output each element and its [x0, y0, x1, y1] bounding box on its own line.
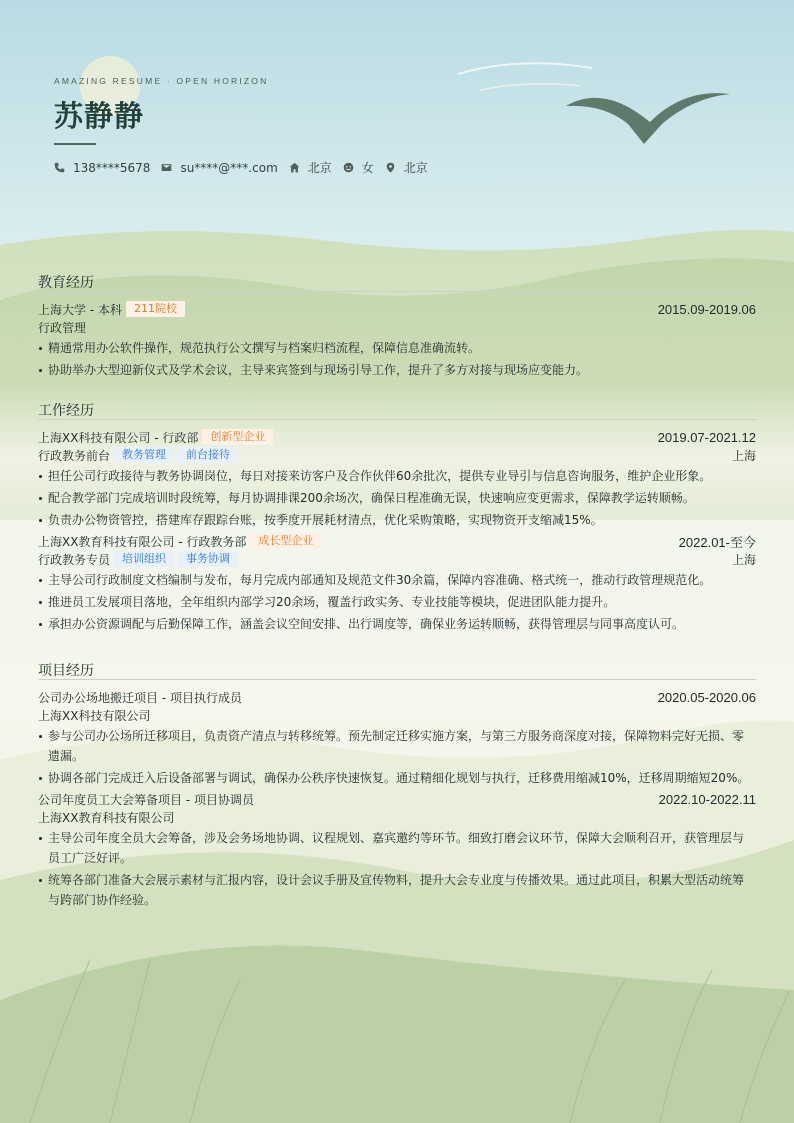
resume-eyebrow: AMAZING RESUME · OPEN HORIZON: [54, 76, 269, 86]
gender-icon: [343, 162, 354, 173]
contact-email: [161, 161, 277, 175]
education-major-row: [38, 318, 756, 336]
job-position: 行政教务专员: [38, 552, 111, 567]
contact-info: [54, 159, 439, 176]
job-bullet: 配合教学部门完成培训时段统筹，每月协调排课200余场次，确保日程准确无误，快速响应变更需求，保障教学运转顺畅。: [38, 488, 756, 508]
job-bullet: 主导公司行政制度文档编制与发布，每月完成内部通知及规范文件30余篇，保障内容准确、格式统一，推动行政管理规范化。: [38, 570, 756, 590]
education-section: [38, 272, 756, 382]
position-tag: 培训组织: [114, 551, 174, 567]
phone-icon: [54, 162, 65, 173]
education-date: 2015.09-2019.06: [657, 301, 756, 317]
job-bullet: 承担办公资源调配与后勤保障工作，涵盖会议空间安排、出行调度等，确保业务运转顺畅，获得管理层与同事高度认可。: [38, 614, 756, 634]
project-bullets: [38, 828, 756, 910]
contact-email-text: su****@***.com: [180, 160, 278, 175]
name-underline: [54, 143, 96, 145]
bird-icon: [564, 84, 732, 148]
project-header-row: [38, 688, 756, 706]
project-org: 上海XX教育科技有限公司: [38, 810, 175, 825]
project-date: 2022.10-2022.11: [658, 791, 756, 807]
project-header-row: [38, 790, 756, 808]
project-name: 公司办公场地搬迁项目 - 项目执行成员: [38, 690, 242, 705]
contact-gender-text: 女: [361, 161, 374, 175]
projects-section: [38, 660, 756, 912]
job-city: 上海: [731, 552, 756, 567]
job-position-row: [38, 550, 756, 568]
contact-hometown-text: 北京: [307, 161, 332, 175]
home-icon: [289, 162, 300, 173]
education-bullet: 精通常用办公软件操作，规范执行公文撰写与档案归档流程，保障信息准确流转。: [38, 338, 756, 358]
project-org-row: [38, 808, 756, 826]
contact-phone-text: 138****5678: [73, 160, 151, 175]
contact-gender: [343, 159, 374, 176]
job-date: 2019.07-2021.12: [657, 429, 756, 445]
project-date: 2020.05-2020.06: [657, 689, 756, 705]
job-city: 上海: [731, 448, 756, 463]
school-tag: 211院校: [126, 301, 185, 317]
job-company: 上海XX科技有限公司 - 行政部: [38, 430, 199, 445]
work-section: [38, 400, 756, 636]
job-entry: [38, 532, 756, 634]
project-bullet: 统筹各部门准备大会展示素材与汇报内容，设计会议手册及宣传物料，提升大会专业度与传播效果。通过此项目，积累大型活动统筹与跨部门协作经验。: [38, 870, 756, 910]
company-tag: 成长型企业: [250, 533, 321, 549]
education-header-row: [38, 300, 756, 318]
job-date: 2022.01-至今: [678, 534, 756, 550]
job-header-row: [38, 428, 756, 446]
education-bullet: 协助举办大型迎新仪式及学术会议，主导来宾签到与现场引导工作，提升了多方对接与现场应变能力。: [38, 360, 756, 380]
mail-icon: [161, 162, 172, 173]
job-position: 行政教务前台: [38, 448, 111, 463]
project-bullet: 协调各部门完成迁入后设备部署与调试，确保办公秩序快速恢复。通过精细化规划与执行，迁移费用缩减10%，迁移周期缩短20%。: [38, 768, 756, 788]
project-bullets: [38, 726, 756, 788]
contact-phone: [54, 161, 150, 175]
project-entry: [38, 790, 756, 910]
contact-location: [385, 159, 428, 176]
location-icon: [385, 162, 396, 173]
education-title: 教育经历: [38, 272, 756, 292]
job-entry: [38, 428, 756, 530]
major: 行政管理: [38, 320, 87, 335]
project-bullet: 参与公司办公场所迁移项目，负责资产清点与转移统筹。预先制定迁移实施方案，与第三方服务商深度对接，保障物料完好无损、零遗漏。: [38, 726, 756, 766]
position-tag: 教务管理: [114, 447, 174, 463]
job-bullet: 推进员工发展项目落地，全年组织内部学习20余场，覆盖行政实务、专业技能等模块，促进团队能力提升。: [38, 592, 756, 612]
project-bullet: 主导公司年度全员大会筹备，涉及会务场地协调、议程规划、嘉宾邀约等环节。细致打磨会议环节，保障大会顺利召开，获管理层与员工广泛好评。: [38, 828, 756, 868]
project-entry: [38, 688, 756, 788]
project-name: 公司年度员工大会筹备项目 - 项目协调员: [38, 792, 254, 807]
education-entry: [38, 300, 756, 380]
job-bullet: 负责办公物资管控，搭建库存跟踪台账，按季度开展耗材清点，优化采购策略，实现物资开支缩减15%。: [38, 510, 756, 530]
job-company: 上海XX教育科技有限公司 - 行政教务部: [38, 534, 247, 549]
projects-title: 项目经历: [38, 660, 756, 680]
contact-location-text: 北京: [403, 161, 428, 175]
contact-hometown: [289, 159, 332, 176]
position-tag: 事务协调: [178, 551, 238, 567]
job-position-row: [38, 446, 756, 464]
project-org-row: [38, 706, 756, 724]
job-bullets: [38, 570, 756, 634]
job-bullet: 担任公司行政接待与教务协调岗位，每日对接来访客户及合作伙伴60余批次，提供专业导引与信息咨询服务，维护企业形象。: [38, 466, 756, 486]
job-header-row: [38, 532, 756, 550]
project-org: 上海XX科技有限公司: [38, 708, 151, 723]
position-tag: 前台接待: [178, 447, 238, 463]
company-tag: 创新型企业: [202, 429, 273, 445]
job-bullets: [38, 466, 756, 530]
school-name: 上海大学 - 本科: [38, 302, 122, 317]
education-bullets: [38, 338, 756, 380]
candidate-name: 苏静静: [54, 99, 145, 133]
work-title: 工作经历: [38, 400, 756, 420]
